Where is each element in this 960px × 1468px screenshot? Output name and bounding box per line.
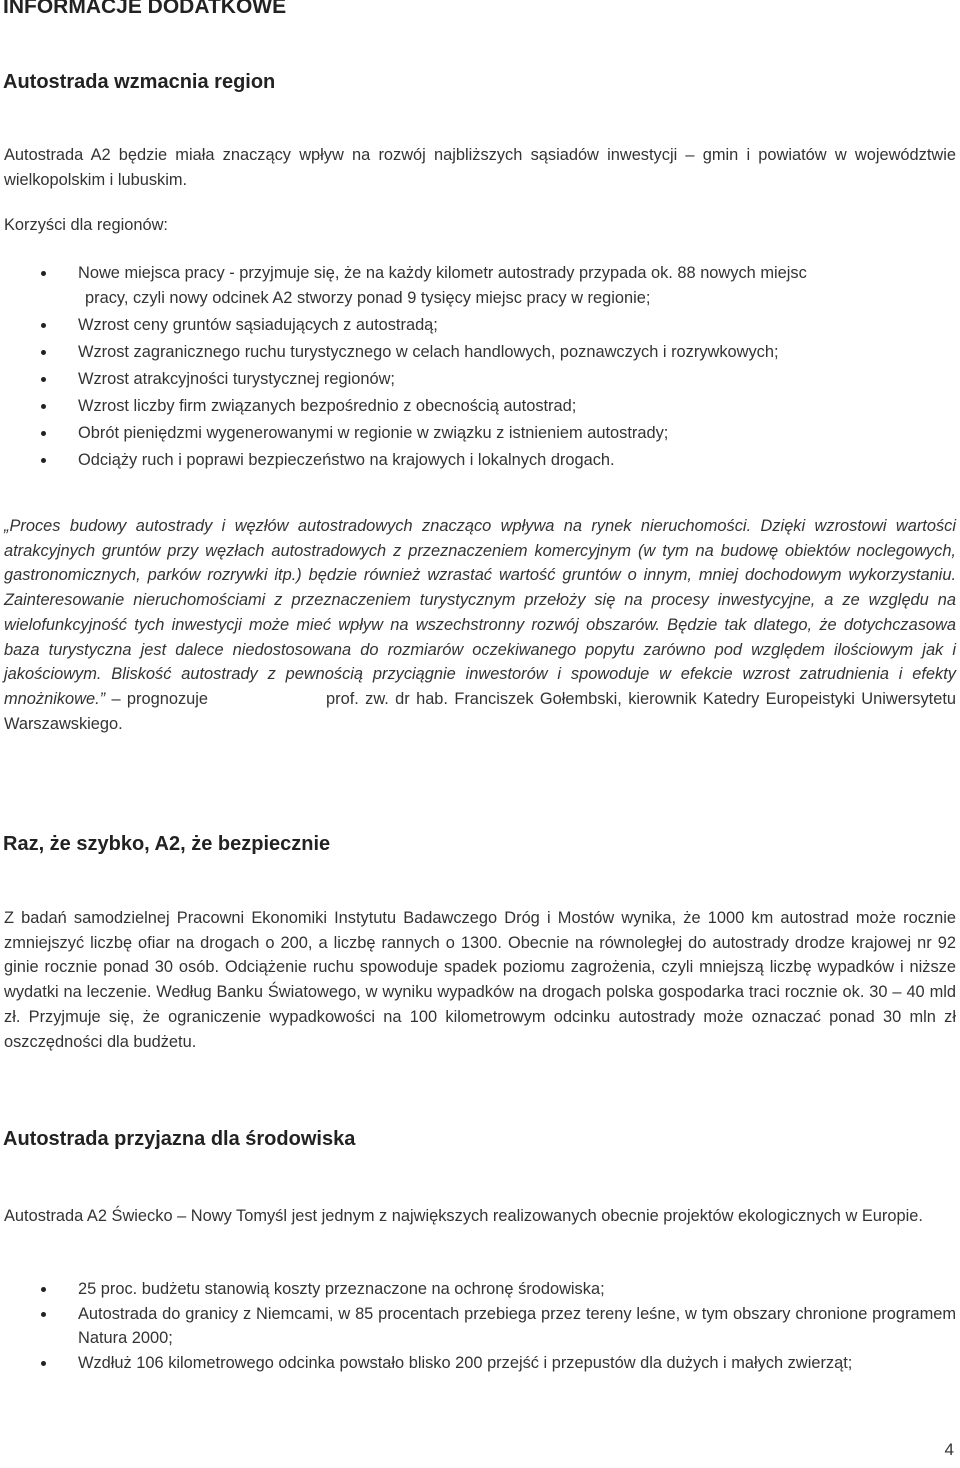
list-item — [0, 1351, 956, 1376]
list-item — [0, 1277, 956, 1302]
bullet-icon — [41, 1287, 46, 1292]
bullet-icon — [41, 377, 46, 382]
bullet-icon — [41, 1312, 46, 1317]
list-item — [0, 340, 956, 365]
list-item — [0, 367, 956, 392]
bullet-icon — [41, 350, 46, 355]
list-item-text: Wzrost zagranicznego ruchu turystycznego w celach handlowych, poznawczych i rozrywkowych; — [78, 342, 779, 361]
list-item-text-continued: pracy, czyli nowy odcinek A2 stworzy ponad 9 tysięcy miejsc pracy w regionie; — [85, 288, 651, 307]
bullet-icon — [41, 458, 46, 463]
list-item-text: Wzrost liczby firm związanych bezpośrednio z obecnością autostrad; — [78, 396, 577, 415]
environment-list — [0, 1277, 956, 1376]
quote-attribution: prof. zw. dr hab. Franciszek Gołembski, kierownik Katedry Europeistyki Uniwersytetu Warszawskiego. — [4, 689, 957, 733]
region-intro-paragraph: Autostrada A2 będzie miała znaczący wpływ na rozwój najbliższych sąsiadów inwestycji – gmin i powiatów w województwie wielkopolskim i lubuskim. — [4, 146, 956, 189]
list-item-text: Wzdłuż 106 kilometrowego odcinka powstało blisko 200 przejść i przepustów dla dużych i małych zwierząt; — [78, 1354, 853, 1373]
list-item-text: Nowe miejsca pracy - przyjmuje się, że na każdy kilometr autostrady przypada ok. 88 nowych miejsc — [78, 264, 807, 282]
environment-intro-paragraph: Autostrada A2 Świecko – Nowy Tomyśl jest jednym z największych realizowanych obecnie projektów ekologicznych w Europie. — [4, 1207, 923, 1225]
list-item — [0, 421, 956, 446]
list-item — [0, 1302, 956, 1351]
list-item — [0, 448, 956, 473]
bullet-icon — [41, 431, 46, 436]
section-heading-safety: Raz, że szybko, A2, że bezpiecznie — [3, 833, 331, 855]
list-item-text: Wzrost ceny gruntów sąsiadujących z autostradą; — [78, 315, 438, 334]
document-title: INFORMACJE DODATKOWE — [3, 0, 287, 18]
list-item-text: Odciąży ruch i poprawi bezpieczeństwo na krajowych i lokalnych drogach. — [78, 450, 615, 469]
safety-paragraph: Z badań samodzielnej Pracowni Ekonomiki Instytutu Badawczego Dróg i Mostów wynika, że 1000 km autostrad może rocznie zmniejszyć liczbę ofiar na drogach o 200, a liczbę rannych o 1300. Obecnie na równoległej do autostrady drodze krajowej nr 92 ginie rocznie ponad 30 osób. Odciążenie ruchu spowoduje spadek poziomu zagrożenia, czyli mniejszą liczbę wypadków i niższe wydatki na leczenie. Według Banku Światowego, w wyniku wypadków na drogach polska gospodarka traci rocznie ok. 30 – 40 mld zł. Przyjmuje się, że ograniczenie wypadkowości na 100 kilometrowym odcinku autostrady może oznaczać ponad 30 mln zł oszczędności dla budżetu. — [4, 909, 956, 1051]
list-item-text: Autostrada do granicy z Niemcami, w 85 procentach przebiega przez tereny leśne, w tym obszary chronione programem Natura 2000; — [78, 1304, 956, 1348]
benefits-list — [0, 261, 956, 475]
list-item — [0, 261, 956, 310]
bullet-icon — [41, 271, 46, 276]
list-item — [0, 313, 956, 338]
benefits-label: Korzyści dla regionów: — [4, 216, 168, 234]
list-item — [0, 394, 956, 419]
page-number: 4 — [944, 1440, 954, 1459]
expert-quote-paragraph — [4, 514, 956, 736]
bullet-icon — [41, 1361, 46, 1366]
list-item-text: Obrót pieniędzmi wygenerowanymi w regionie w związku z istnieniem autostrady; — [78, 423, 669, 442]
expert-quote: „Proces budowy autostrady i węzłów autostradowych znacząco wpływa na rynek nieruchomości. Dzięki wzrostowi wartości atrakcyjnych gruntów przy węzłach autostradowych z przeznaczeniem komercyjnym (w tym na budowę obiektów noclegowych, gastronomicznych, parków rozrywki itp.) będzie również wzrastać wartość gruntów o innym, mniej dochodowym wykorzystaniu. Zainteresowanie nieruchomościami z przeznaczeniem turystycznym przełoży się na procesy inwestycyjne, a ze względu na wielofunkcyjność tych inwestycji może mieć wpływ na wszechstronny rozwój obszarów. Będzie tak dlatego, że dotychczasowa baza turystyczna jest dalece niedostosowana do rozmiarów oczekiwanego popytu zarówno pod względem ilościowym jak i jakościowym. Bliskość autostrady z pewnością przyciągnie inwestorów i spowoduje w efekcie wzrost zatrudnienia i efekty mnożnikowe.” — [4, 517, 956, 708]
bullet-icon — [41, 404, 46, 409]
list-item-text: Wzrost atrakcyjności turystycznej regionów; — [78, 369, 395, 388]
list-item-text: 25 proc. budżetu stanowią koszty przeznaczone na ochronę środowiska; — [78, 1280, 605, 1298]
bullet-icon — [41, 323, 46, 328]
section-heading-region: Autostrada wzmacnia region — [3, 71, 276, 93]
section-heading-environment: Autostrada przyjazna dla środowiska — [3, 1128, 356, 1150]
quote-attribution-verb: – prognozuje — [111, 689, 209, 708]
